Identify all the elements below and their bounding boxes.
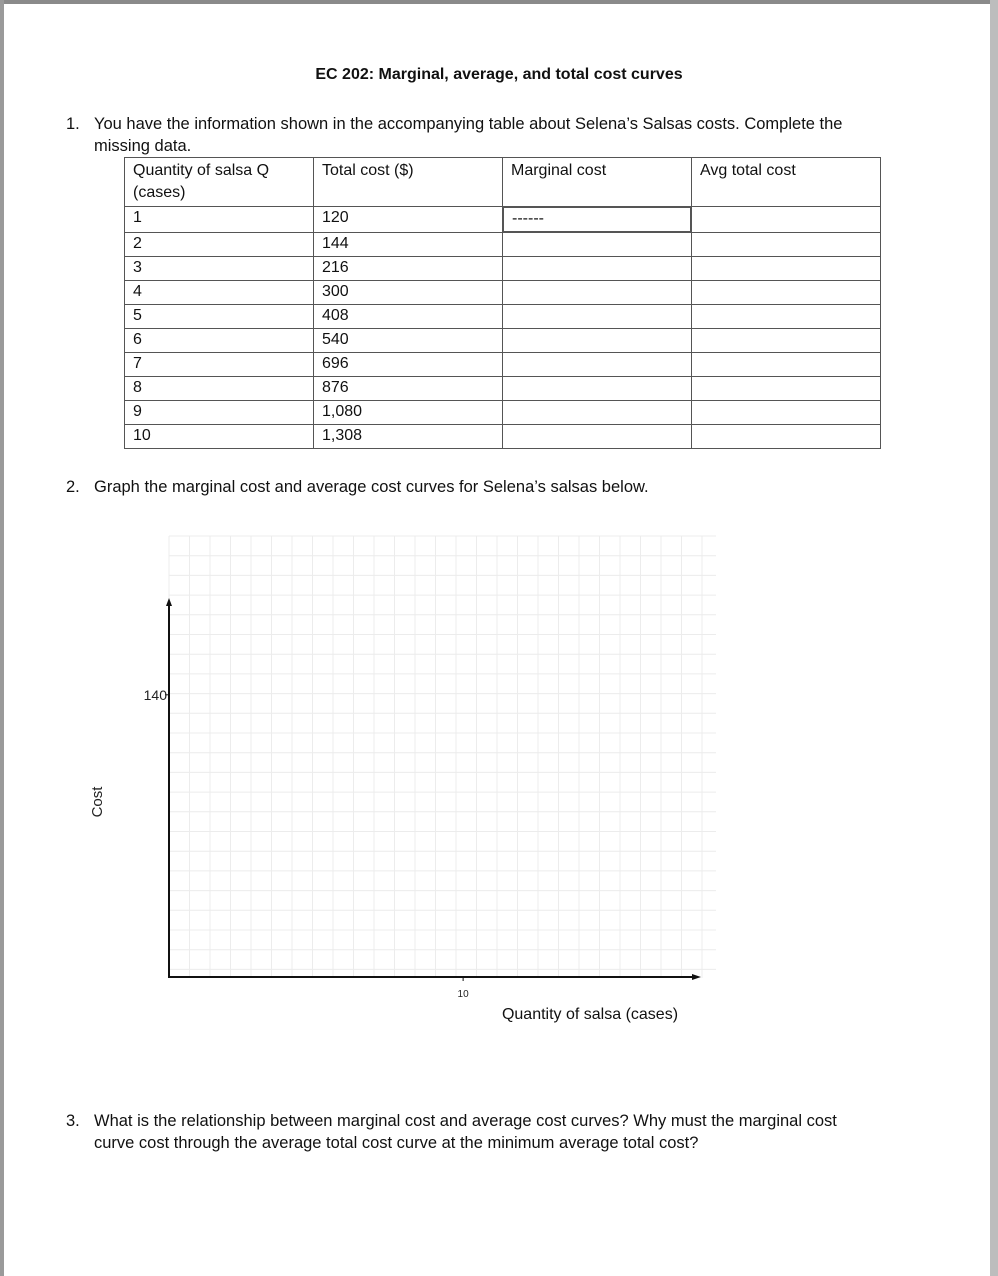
cell-avg-total-cost[interactable] — [692, 425, 881, 449]
cell-quantity: 8 — [125, 377, 314, 401]
table-row — [125, 233, 881, 257]
cell-avg-total-cost[interactable] — [692, 305, 881, 329]
cost-graph — [80, 530, 720, 1030]
cell-total-cost: 300 — [314, 281, 503, 305]
cell-total-cost: 876 — [314, 377, 503, 401]
graph-grid — [169, 536, 716, 978]
question-3-text-line2: curve cost through the average total cost curve at the minimum average total cost? — [94, 1134, 699, 1152]
cell-total-cost: 144 — [314, 233, 503, 257]
cell-total-cost: 408 — [314, 305, 503, 329]
header-quantity-line1: Quantity of salsa Q — [133, 162, 270, 179]
y-tick-label: 140 — [143, 686, 167, 703]
cell-marginal-cost[interactable] — [503, 353, 692, 377]
x-axis-arrow — [692, 974, 701, 980]
question-1-text-line2: missing data. — [94, 137, 192, 155]
window-scrollbar[interactable] — [990, 0, 998, 1276]
table-row — [125, 425, 881, 449]
cell-avg-total-cost[interactable] — [692, 329, 881, 353]
question-1-number: 1. — [66, 115, 80, 133]
cell-total-cost: 540 — [314, 329, 503, 353]
cell-quantity: 9 — [125, 401, 314, 425]
cell-avg-total-cost[interactable] — [692, 257, 881, 281]
cell-marginal-cost[interactable] — [503, 281, 692, 305]
cell-quantity: 1 — [125, 207, 314, 233]
y-axis-label: Cost — [89, 786, 106, 818]
table-header-row — [125, 158, 881, 207]
table-row — [125, 257, 881, 281]
cell-total-cost: 1,308 — [314, 425, 503, 449]
cell-marginal-cost[interactable] — [503, 377, 692, 401]
question-3-number: 3. — [66, 1112, 80, 1130]
question-2-text: Graph the marginal cost and average cost curves for Selena’s salsas below. — [94, 478, 649, 496]
cell-marginal-cost[interactable] — [503, 329, 692, 353]
table-row — [125, 281, 881, 305]
cell-marginal-cost[interactable] — [503, 401, 692, 425]
cell-avg-total-cost[interactable] — [692, 207, 881, 233]
cell-quantity: 5 — [125, 305, 314, 329]
question-2 — [66, 476, 926, 498]
cell-total-cost: 120 — [314, 207, 503, 233]
cell-avg-total-cost[interactable] — [692, 353, 881, 377]
header-avg-total-cost: Avg total cost — [692, 158, 881, 207]
cell-quantity: 6 — [125, 329, 314, 353]
cell-avg-total-cost[interactable] — [692, 281, 881, 305]
cost-table — [124, 157, 881, 449]
table-row — [125, 377, 881, 401]
cell-marginal-cost[interactable] — [503, 233, 692, 257]
x-axis-label: Quantity of salsa (cases) — [501, 1006, 679, 1023]
cell-avg-total-cost[interactable] — [692, 377, 881, 401]
cell-marginal-cost[interactable] — [503, 305, 692, 329]
cell-quantity: 10 — [125, 425, 314, 449]
table-row — [125, 401, 881, 425]
table-row — [125, 329, 881, 353]
axis-ticks — [144, 687, 469, 1000]
table-row — [125, 207, 881, 233]
header-quantity — [125, 158, 314, 207]
header-total-cost: Total cost ($) — [314, 158, 503, 207]
header-marginal-cost: Marginal cost — [503, 158, 692, 207]
cell-total-cost: 216 — [314, 257, 503, 281]
cell-avg-total-cost[interactable] — [692, 401, 881, 425]
cell-marginal-cost[interactable]: ------ — [503, 207, 691, 232]
cell-total-cost: 1,080 — [314, 401, 503, 425]
question-3 — [66, 1110, 926, 1156]
table-row — [125, 353, 881, 377]
cell-quantity: 3 — [125, 257, 314, 281]
cell-marginal-cost[interactable] — [503, 257, 692, 281]
header-quantity-line2: (cases) — [133, 184, 186, 201]
question-1 — [66, 113, 926, 159]
cell-quantity: 2 — [125, 233, 314, 257]
table-row — [125, 305, 881, 329]
cell-quantity: 4 — [125, 281, 314, 305]
question-3-text-line1: What is the relationship between marginal cost and average cost curves? Why must the marginal cost — [94, 1112, 837, 1130]
cell-quantity: 7 — [125, 353, 314, 377]
cell-total-cost: 696 — [314, 353, 503, 377]
y-axis-arrow — [166, 598, 172, 606]
x-tick-label: 10 — [457, 989, 469, 1000]
cell-avg-total-cost[interactable] — [692, 233, 881, 257]
question-1-text-line1: You have the information shown in the accompanying table about Selena’s Salsas costs. Complete the — [94, 115, 843, 133]
question-2-number: 2. — [66, 478, 80, 496]
page-title: EC 202: Marginal, average, and total cost curves — [315, 66, 683, 83]
cell-marginal-cost[interactable] — [503, 425, 692, 449]
